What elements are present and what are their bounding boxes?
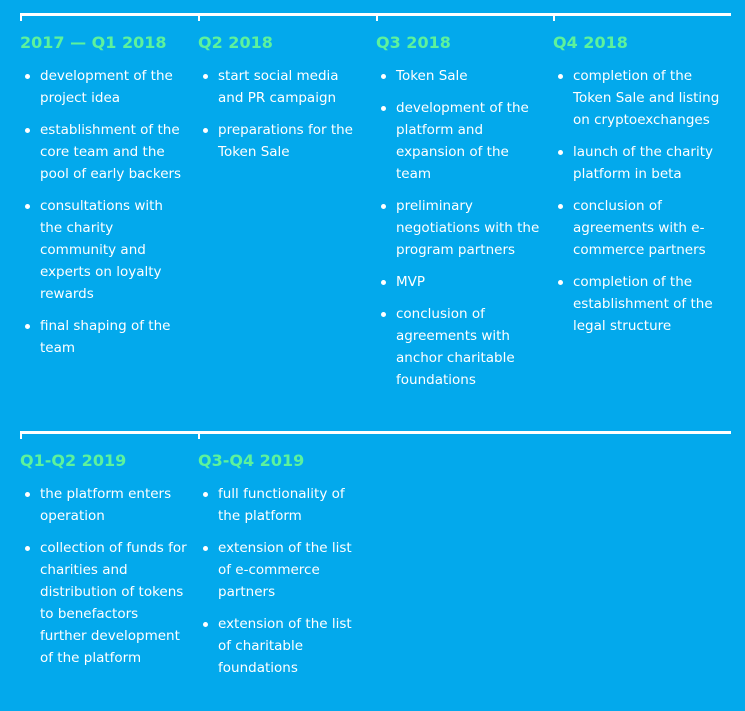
phase-list — [20, 65, 188, 369]
phase-list — [376, 65, 544, 401]
list-item: preparations for the Token Sale — [198, 119, 366, 163]
timeline-tick — [20, 13, 22, 21]
list-item: collection of funds for charities and distribution of tokens to benefactors further development of the platform — [20, 537, 188, 669]
list-item: extension of the list of e-commerce partners — [198, 537, 366, 603]
timeline-tick — [20, 431, 22, 439]
phase-list — [198, 483, 366, 689]
list-item: consultations with the charity community and experts on loyalty rewards — [20, 195, 188, 305]
list-item: conclusion of agreements with e-commerce partners — [553, 195, 721, 261]
list-item: completion of the establishment of the legal structure — [553, 271, 721, 337]
timeline-tick — [198, 431, 200, 439]
phase-list — [20, 483, 188, 679]
phase-title: Q4 2018 — [553, 33, 628, 52]
timeline-tick — [553, 13, 555, 21]
list-item: development of the platform and expansion of the team — [376, 97, 544, 185]
list-item: extension of the list of charitable foundations — [198, 613, 366, 679]
list-item: development of the project idea — [20, 65, 188, 109]
list-item: the platform enters operation — [20, 483, 188, 527]
timeline-line — [20, 431, 731, 434]
phase-title: Q2 2018 — [198, 33, 273, 52]
phase-list — [553, 65, 721, 347]
list-item: Token Sale — [376, 65, 544, 87]
list-item: final shaping of the team — [20, 315, 188, 359]
phase-title: Q3-Q4 2019 — [198, 451, 305, 470]
timeline-tick — [376, 13, 378, 21]
timeline-tick — [198, 13, 200, 21]
list-item: completion of the Token Sale and listing on cryptoexchanges — [553, 65, 721, 131]
list-item: conclusion of agreements with anchor charitable foundations — [376, 303, 544, 391]
list-item: MVP — [376, 271, 544, 293]
list-item: full functionality of the platform — [198, 483, 366, 527]
phase-list — [198, 65, 366, 173]
list-item: launch of the charity platform in beta — [553, 141, 721, 185]
phase-title: Q3 2018 — [376, 33, 451, 52]
phase-title: Q1-Q2 2019 — [20, 451, 127, 470]
phase-title: 2017 — Q1 2018 — [20, 33, 167, 52]
list-item: preliminary negotiations with the program partners — [376, 195, 544, 261]
list-item: start social media and PR campaign — [198, 65, 366, 109]
list-item: establishment of the core team and the pool of early backers — [20, 119, 188, 185]
